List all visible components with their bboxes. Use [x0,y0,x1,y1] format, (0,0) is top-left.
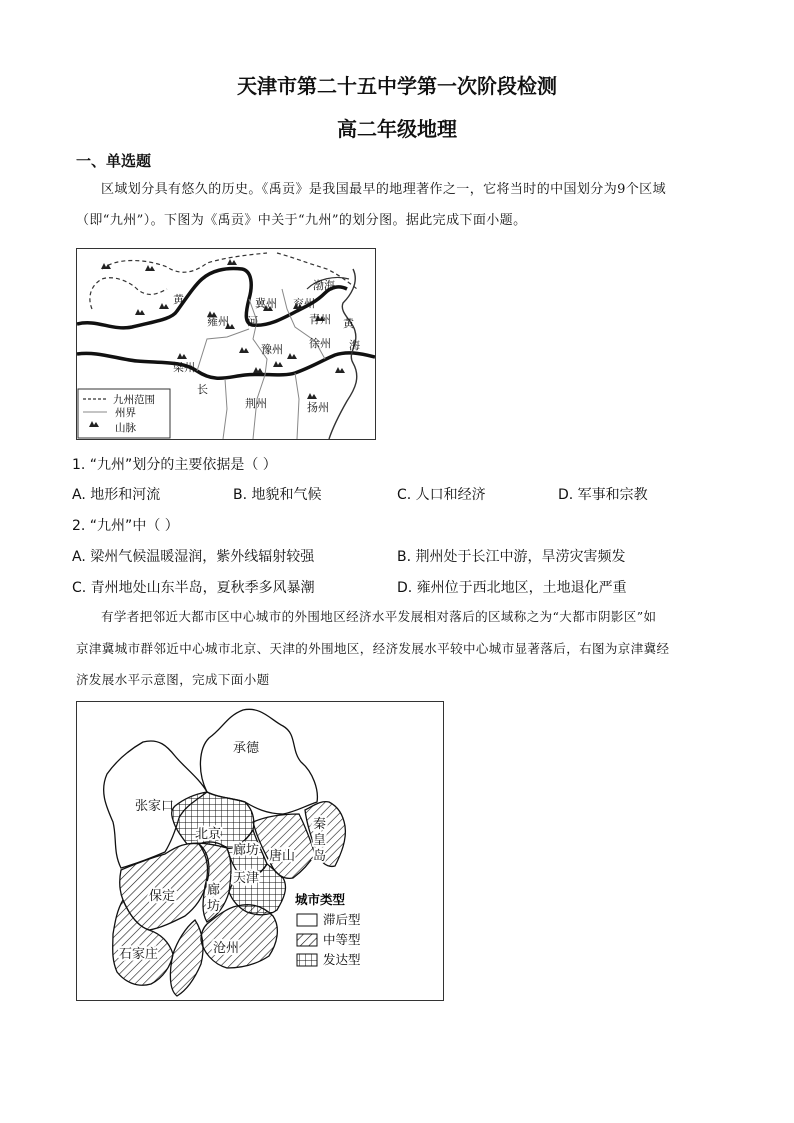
q1-option-c[interactable]: C. 人口和经济 [397,487,486,503]
label-yuzhou: 豫州 [261,343,283,356]
legend-developed: 发达型 [323,952,361,967]
city-baoding: 保定 [149,889,176,904]
city-shijiazhuang: 石家庄 [119,947,159,962]
map1-legend [78,389,170,438]
city-zhangjiakou: 张家口 [135,799,175,814]
legend-medium: 中等型 [323,932,361,947]
label-huanghai-2: 海 [349,339,360,352]
page-subtitle: 高二年级地理 [337,117,457,141]
legend-mountain: 山脉 [115,422,136,434]
label-yangzhou: 扬州 [307,401,329,414]
q2-option-b[interactable]: B. 荆州处于长江中游，旱涝灾害频发 [397,549,626,565]
q2-option-a[interactable]: A. 梁州气候温暖湿润，紫外线辐射较强 [72,549,315,565]
label-he: 河 [247,315,258,328]
city-tangshan: 唐山 [269,849,296,864]
city-tianjin: 天津 [233,871,260,886]
legend-title: 城市类型 [295,892,346,907]
passage2-line2: 京津冀城市群邻近中心城市北京、天津的外围地区，经济发展水平较中心城市显著落后，右图为京津冀经 [76,641,670,656]
legend-boundary: 州界 [115,407,136,419]
passage2-line3: 济发展水平示意图，完成下面小题 [76,672,270,687]
city-langfang-south-2: 坊 [207,899,221,914]
q1-stem: 1. “九州”划分的主要依据是（ ） [72,457,277,473]
nine-provinces-map [76,248,376,440]
city-langfang-north: 廊坊 [233,843,260,858]
label-xuzhou: 徐州 [309,337,331,350]
label-yanzhou: 兖州 [293,297,315,310]
q1-option-d[interactable]: D. 军事和宗教 [558,487,648,503]
label-huang: 黄 [173,293,184,306]
q2-option-c[interactable]: C. 青州地处山东半岛，夏秋季多风暴潮 [72,580,315,596]
legend-range: 九州范围 [113,394,155,406]
city-qinhuangdao-3: 岛 [313,849,327,864]
passage1-line2: （即“九州”）。下图为《禹贡》中关于“九州”的划分图。据此完成下面小题。 [76,213,527,228]
city-cangzhou: 沧州 [213,941,240,956]
legend-lagging: 滞后型 [323,912,361,927]
jingjinji-map [76,701,444,1001]
passage1-line1: 区域划分具有悠久的历史。《禹贡》是我国最早的地理著作之一，它将当时的中国划分为9个区域 [101,182,666,197]
label-bohai: 渤海 [313,279,335,292]
label-huanghai-1: 黄 [343,317,354,330]
label-yongzhou: 雍州 [207,315,229,328]
q1-option-b[interactable]: B. 地貌和气候 [233,487,322,503]
label-liangzhou: 梁州 [173,361,195,374]
map2-legend [295,892,361,967]
label-jingzhou: 荆州 [245,397,267,410]
city-beijing: 北京 [195,827,222,842]
q2-option-d[interactable]: D. 雍州位于西北地区，土地退化严重 [397,580,627,596]
q2-stem: 2. “九州”中（ ） [72,518,179,534]
city-chengde: 承德 [233,741,260,756]
city-qinhuangdao-1: 秦 [313,817,327,832]
label-jizhou: 冀州 [255,297,277,310]
label-chang: 长 [197,383,208,396]
label-qingzhou: 青州 [309,313,331,326]
city-langfang-south-1: 廊 [207,883,221,898]
city-qinhuangdao-2: 皇 [313,833,327,848]
page-title: 天津市第二十五中学第一次阶段检测 [237,74,557,98]
q1-option-a[interactable]: A. 地形和河流 [72,487,161,503]
section-heading: 一、单选题 [76,152,152,170]
passage2-line1: 有学者把邻近大都市区中心城市的外围地区经济水平发展相对落后的区域称之为“大都市阴影区”如 [101,609,657,624]
